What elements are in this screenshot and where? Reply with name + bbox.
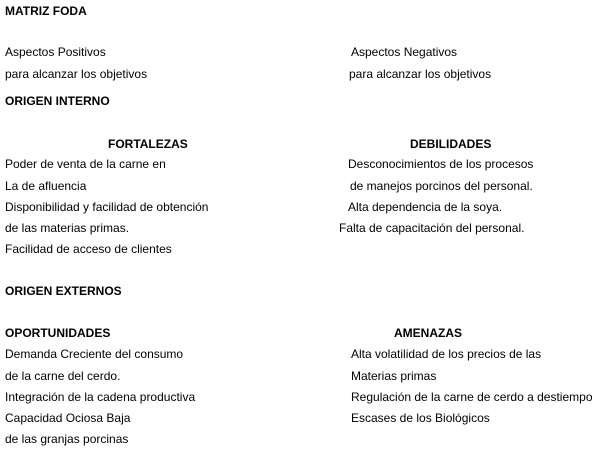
weakness-item: Falta de capacitación del personal. [339,221,525,235]
threats-heading: AMENAZAS [394,326,462,340]
negative-aspects-line-1: Aspectos Negativos [351,45,458,59]
opportunity-item: de la carne del cerdo. [5,369,121,383]
positive-aspects-line-2: para alcanzar los objetivos [5,67,148,81]
external-origin-heading: ORIGEN EXTERNOS [5,284,122,298]
weakness-item: Alta dependencia de la soya. [348,200,503,214]
opportunity-item: Integración de la cadena productiva [5,390,196,404]
strength-item: Facilidad de acceso de clientes [5,242,172,256]
opportunities-heading: OPORTUNIDADES [5,326,111,340]
threat-item: Regulación de la carne de cerdo a destiempo [351,390,593,404]
opportunity-item: de las granjas porcinas [5,432,129,446]
threat-item: Escases de los Biológicos [351,411,490,425]
strengths-heading: FORTALEZAS [108,137,188,151]
weakness-item: de manejos porcinos del personal. [350,179,533,193]
negative-aspects-line-2: para alcanzar los objetivos [349,67,492,81]
internal-origin-heading: ORIGEN INTERNO [5,94,110,108]
opportunity-item: Capacidad Ociosa Baja [5,411,131,425]
threat-item: Materias primas [351,369,437,383]
weaknesses-heading: DEBILIDADES [410,137,492,151]
threat-item: Alta volatilidad de los precios de las [351,347,542,361]
strength-item: Disponibilidad y facilidad de obtención [5,200,209,214]
strength-item: Poder de venta de la carne en [5,157,166,171]
positive-aspects-line-1: Aspectos Positivos [5,45,106,59]
opportunity-item: Demanda Creciente del consumo [5,347,184,361]
strength-item: de las materias primas. [5,221,130,235]
weakness-item: Desconocimientos de los procesos [348,157,534,171]
page-title: MATRIZ FODA [5,4,87,18]
strength-item: La de afluencia [5,179,87,193]
